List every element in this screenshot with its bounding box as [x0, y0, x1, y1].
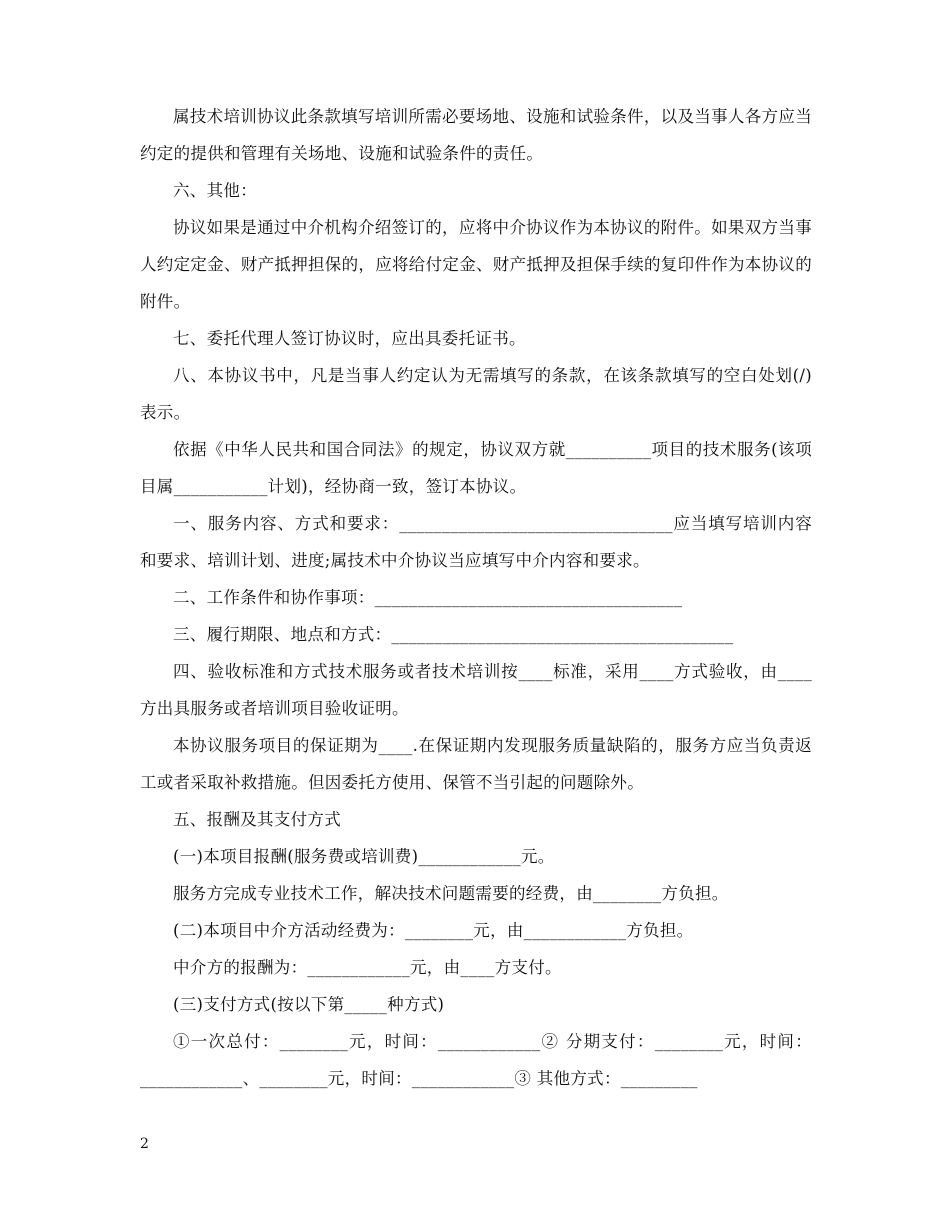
- paragraph: 一、服务内容、方式和要求：________________________________应当填写培训内容和要求、培训计划、进度;属技术中介协议当应填写中介内容和要求。: [140, 514, 812, 570]
- paragraph: (二)本项目中介方活动经费为：________元，由____________方负担。: [173, 921, 694, 940]
- paragraph: 八、本协议书中，凡是当事人约定认为无需填写的条款，在该条款填写的空白处划(/)表示。: [140, 366, 812, 422]
- paragraph: 协议如果是通过中介机构介绍签订的，应将中介协议作为本协议的附件。如果双方当事人约定定金、财产抵押担保的，应将给付定金、财产抵押及担保手续的复印件作为本协议的附件。: [140, 218, 812, 311]
- section-heading: 五、报酬及其支付方式: [173, 810, 341, 829]
- paragraph: 三、履行期限、地点和方式：________________________________________: [173, 625, 734, 644]
- paragraph: 二、工作条件和协作事项：____________________________________: [173, 588, 683, 607]
- paragraph: 七、委托代理人签订协议时，应出具委托证书。: [173, 329, 526, 348]
- paragraph: 服务方完成专业技术工作，解决技术问题需要的经费，由________方负担。: [173, 884, 729, 903]
- section-heading: 六、其他：: [173, 181, 257, 200]
- paragraph: 四、验收标准和方式技术服务或者技术培训按____标准，采用____方式验收，由____方出具服务或者培训项目验收证明。: [140, 662, 812, 718]
- paragraph: 依据《中华人民共和国合同法》的规定，协议双方就__________项目的技术服务(该项目属___________计划)，经协商一致，签订本协议。: [140, 440, 812, 496]
- paragraph: ①一次总付：________元，时间：____________② 分期支付：________元，时间：____________、________元，时间：____________③ 其他方式：_________: [140, 1032, 812, 1088]
- page-number: 2: [140, 1136, 149, 1152]
- paragraph: 中介方的报酬为：____________元，由____方支付。: [173, 958, 562, 977]
- paragraph: 属技术培训协议此条款填写培训所需必要场地、设施和试验条件，以及当事人各方应当约定的提供和管理有关场地、设施和试验条件的责任。: [140, 107, 812, 163]
- paragraph: (三)支付方式(按以下第_____种方式): [173, 995, 445, 1014]
- document-body: [140, 98, 812, 1097]
- paragraph: (一)本项目报酬(服务费或培训费)____________元。: [173, 847, 555, 866]
- paragraph: 本协议服务项目的保证期为____.在保证期内发现服务质量缺陷的，服务方应当负责返工或者采取补救措施。但因委托方使用、保管不当引起的问题除外。: [140, 736, 812, 792]
